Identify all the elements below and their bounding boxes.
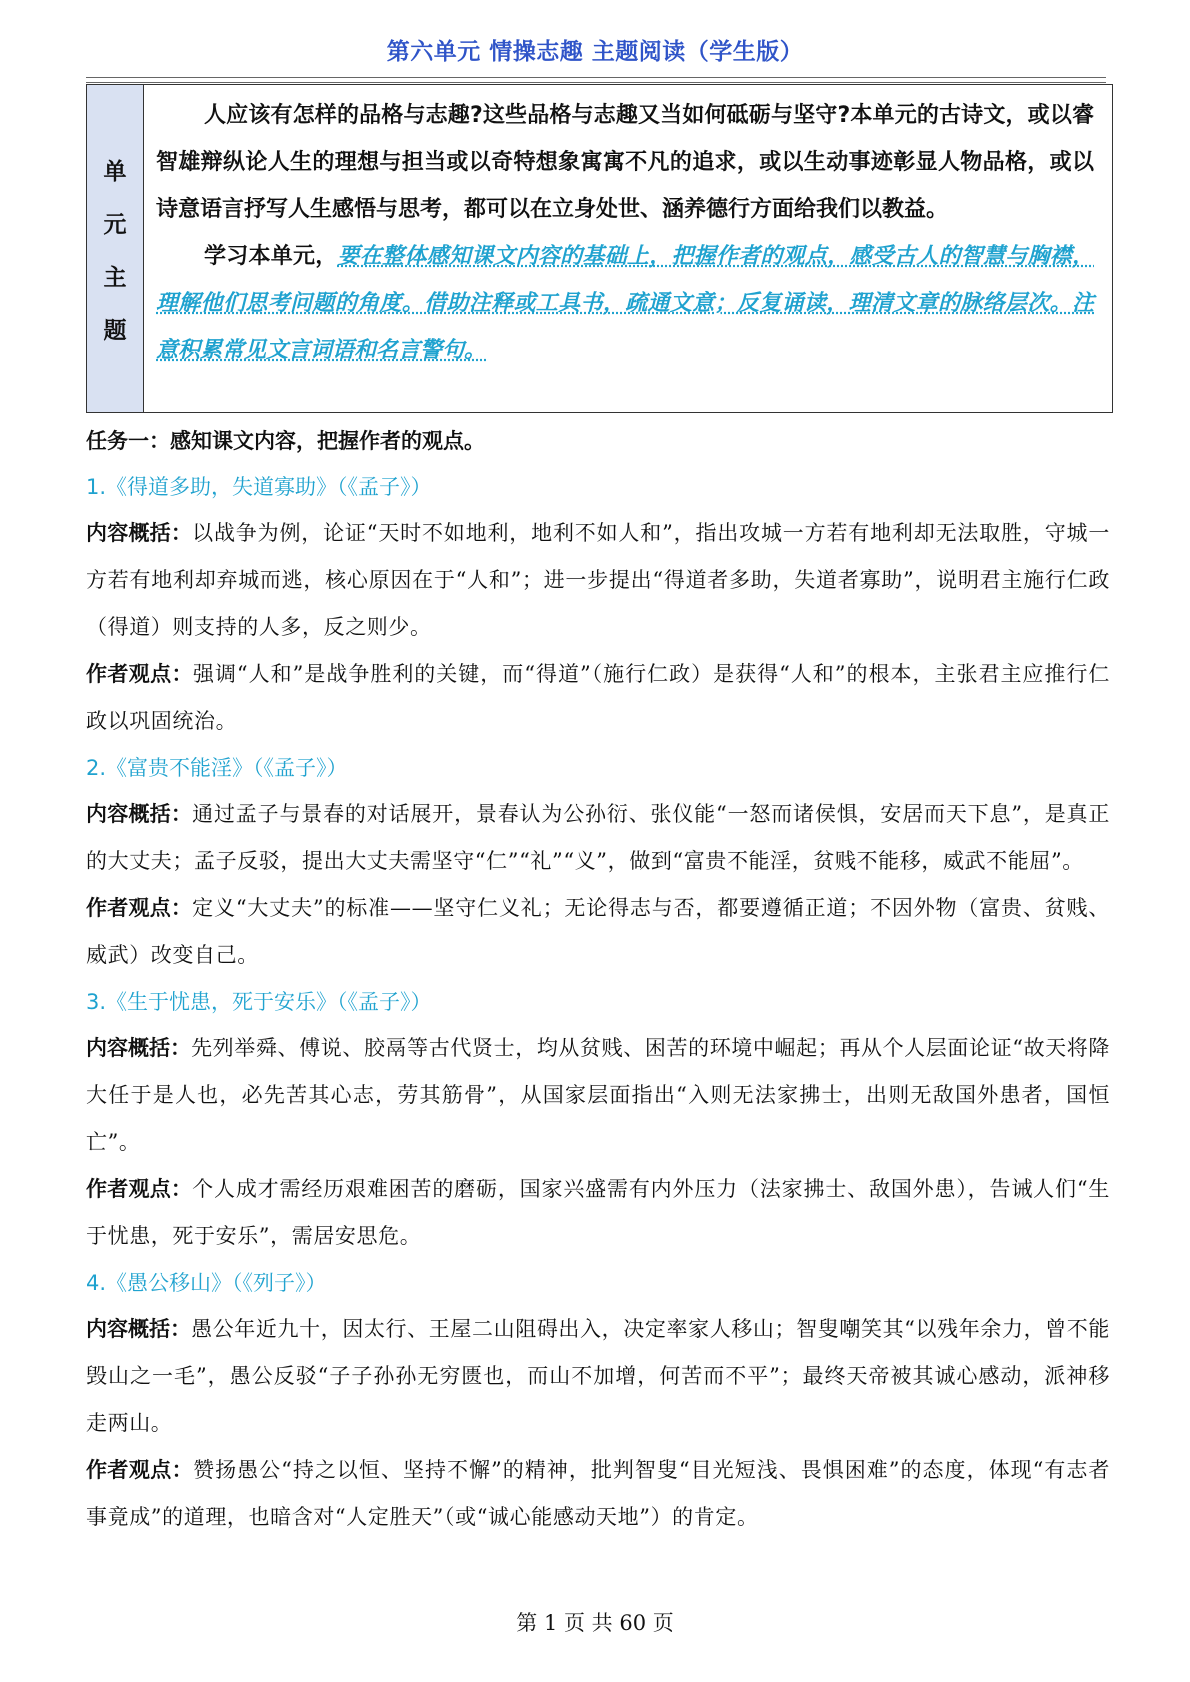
content-summary	[86, 1025, 1110, 1166]
unit-theme-label-char: 元	[103, 211, 127, 238]
unit-theme-label-char: 题	[103, 317, 127, 344]
section-title: 2.《富贵不能淫》（《孟子》）	[86, 756, 348, 780]
summary-label: 内容概括：	[86, 802, 193, 826]
summary-text: 愚公年近九十，因太行、王屋二山阻碍出入，决定率家人移山；智叟嘲笑其“以残年余力，曾不能毁山之一毛”，愚公反驳“子子孙孙无穷匮也，而山不加增，何苦而不平”；最终天帝被其诚心感动，派神移走两山。	[86, 1317, 1110, 1435]
viewpoint-text: 定义“大丈夫”的标准——坚守仁义礼；无论得志与否，都要遵循正道；不因外物（富贵、贫贱、威武）改变自己。	[86, 896, 1110, 967]
unit-theme-paragraph-2	[156, 233, 1094, 374]
unit-theme-box	[86, 84, 1113, 413]
summary-label: 内容概括：	[86, 1317, 192, 1341]
header-double-rule	[86, 77, 1106, 83]
summary-text: 先列举舜、傅说、胶鬲等古代贤士，均从贫贱、困苦的环境中崛起；再从个人层面论证“故天将降大任于是人也，必先苦其心志，劳其筋骨”，从国家层面指出“入则无法家拂士，出则无敌国外患者，国恒亡”。	[86, 1036, 1110, 1154]
summary-text: 以战争为例，论证“天时不如地利，地利不如人和”，指出攻城一方若有地利却无法取胜，守城一方若有地利却弃城而逃，核心原因在于“人和”；进一步提出“得道者多助，失道者寡助”，说明君主施行仁政（得道）则支持的人多，反之则少。	[86, 521, 1110, 639]
unit-theme-label	[87, 85, 144, 412]
summary-text: 通过孟子与景春的对话展开，景春认为公孙衍、张仪能“一怒而诸侯惧，安居而天下息”，是真正的大丈夫；孟子反驳，提出大丈夫需坚守“仁”“礼”“义”，做到“富贵不能淫，贫贱不能移，威武不能屈”。	[86, 802, 1110, 873]
section-title: 3.《生于忧患，死于安乐》（《孟子》）	[86, 990, 432, 1014]
unit-theme-paragraph-2-prefix: 学习本单元，	[204, 244, 338, 269]
unit-theme-content	[144, 85, 1112, 412]
author-viewpoint	[86, 1447, 1110, 1541]
section-title: 4.《愚公移山》（《列子》）	[86, 1271, 327, 1295]
task-1-heading: 任务一：感知课文内容，把握作者的观点。	[86, 429, 485, 453]
content-summary	[86, 791, 1110, 885]
unit-theme-label-char: 单	[103, 158, 127, 185]
page-header-title: 第六单元 情操志趣 主题阅读（学生版）	[386, 39, 804, 65]
section-title: 1.《得道多助，失道寡助》（《孟子》）	[86, 475, 432, 499]
summary-label: 内容概括：	[86, 1036, 192, 1060]
content-summary	[86, 1306, 1110, 1447]
author-viewpoint	[86, 651, 1110, 745]
viewpoint-label: 作者观点：	[86, 1177, 193, 1201]
viewpoint-label: 作者观点：	[86, 662, 193, 686]
main-content	[86, 418, 1110, 1541]
unit-theme-highlight: 要在整体感知课文内容的基础上，把握作者的观点，感受古人的智慧与胸襟，理解他们思考问题的角度。借助注释或工具书，疏通文意；反复诵读，理清文章的脉络层次。注意积累常见文言词语和名言警句。	[156, 244, 1094, 363]
viewpoint-text: 个人成才需经历艰难困苦的磨砺，国家兴盛需有内外压力（法家拂士、敌国外患），告诫人们“生于忧患，死于安乐”，需居安思危。	[86, 1177, 1110, 1248]
unit-theme-label-char: 主	[103, 264, 127, 291]
content-summary	[86, 510, 1110, 651]
unit-theme-paragraph-1: 人应该有怎样的品格与志趣?这些品格与志趣又当如何砥砺与坚守?本单元的古诗文，或以睿智雄辩纵论人生的理想与担当或以奇特想象寓寓不凡的追求，或以生动事迹彰显人物品格，或以诗意语言抒写人生感悟与思考，都可以在立身处世、涵养德行方面给我们以教益。	[156, 103, 1094, 222]
viewpoint-label: 作者观点：	[86, 896, 193, 920]
author-viewpoint	[86, 885, 1110, 979]
viewpoint-text: 赞扬愚公“持之以恒、坚持不懈”的精神，批判智叟“目光短浅、畏惧困难”的态度，体现“有志者事竟成”的道理，也暗含对“人定胜天”（或“诚心能感动天地”）的肯定。	[86, 1458, 1110, 1529]
page-footer: 第 1 页 共 60 页	[516, 1611, 674, 1635]
summary-label: 内容概括：	[86, 521, 193, 545]
viewpoint-text: 强调“人和”是战争胜利的关键，而“得道”（施行仁政）是获得“人和”的根本，主张君主应推行仁政以巩固统治。	[86, 662, 1110, 733]
viewpoint-label: 作者观点：	[86, 1458, 194, 1482]
author-viewpoint	[86, 1166, 1110, 1260]
